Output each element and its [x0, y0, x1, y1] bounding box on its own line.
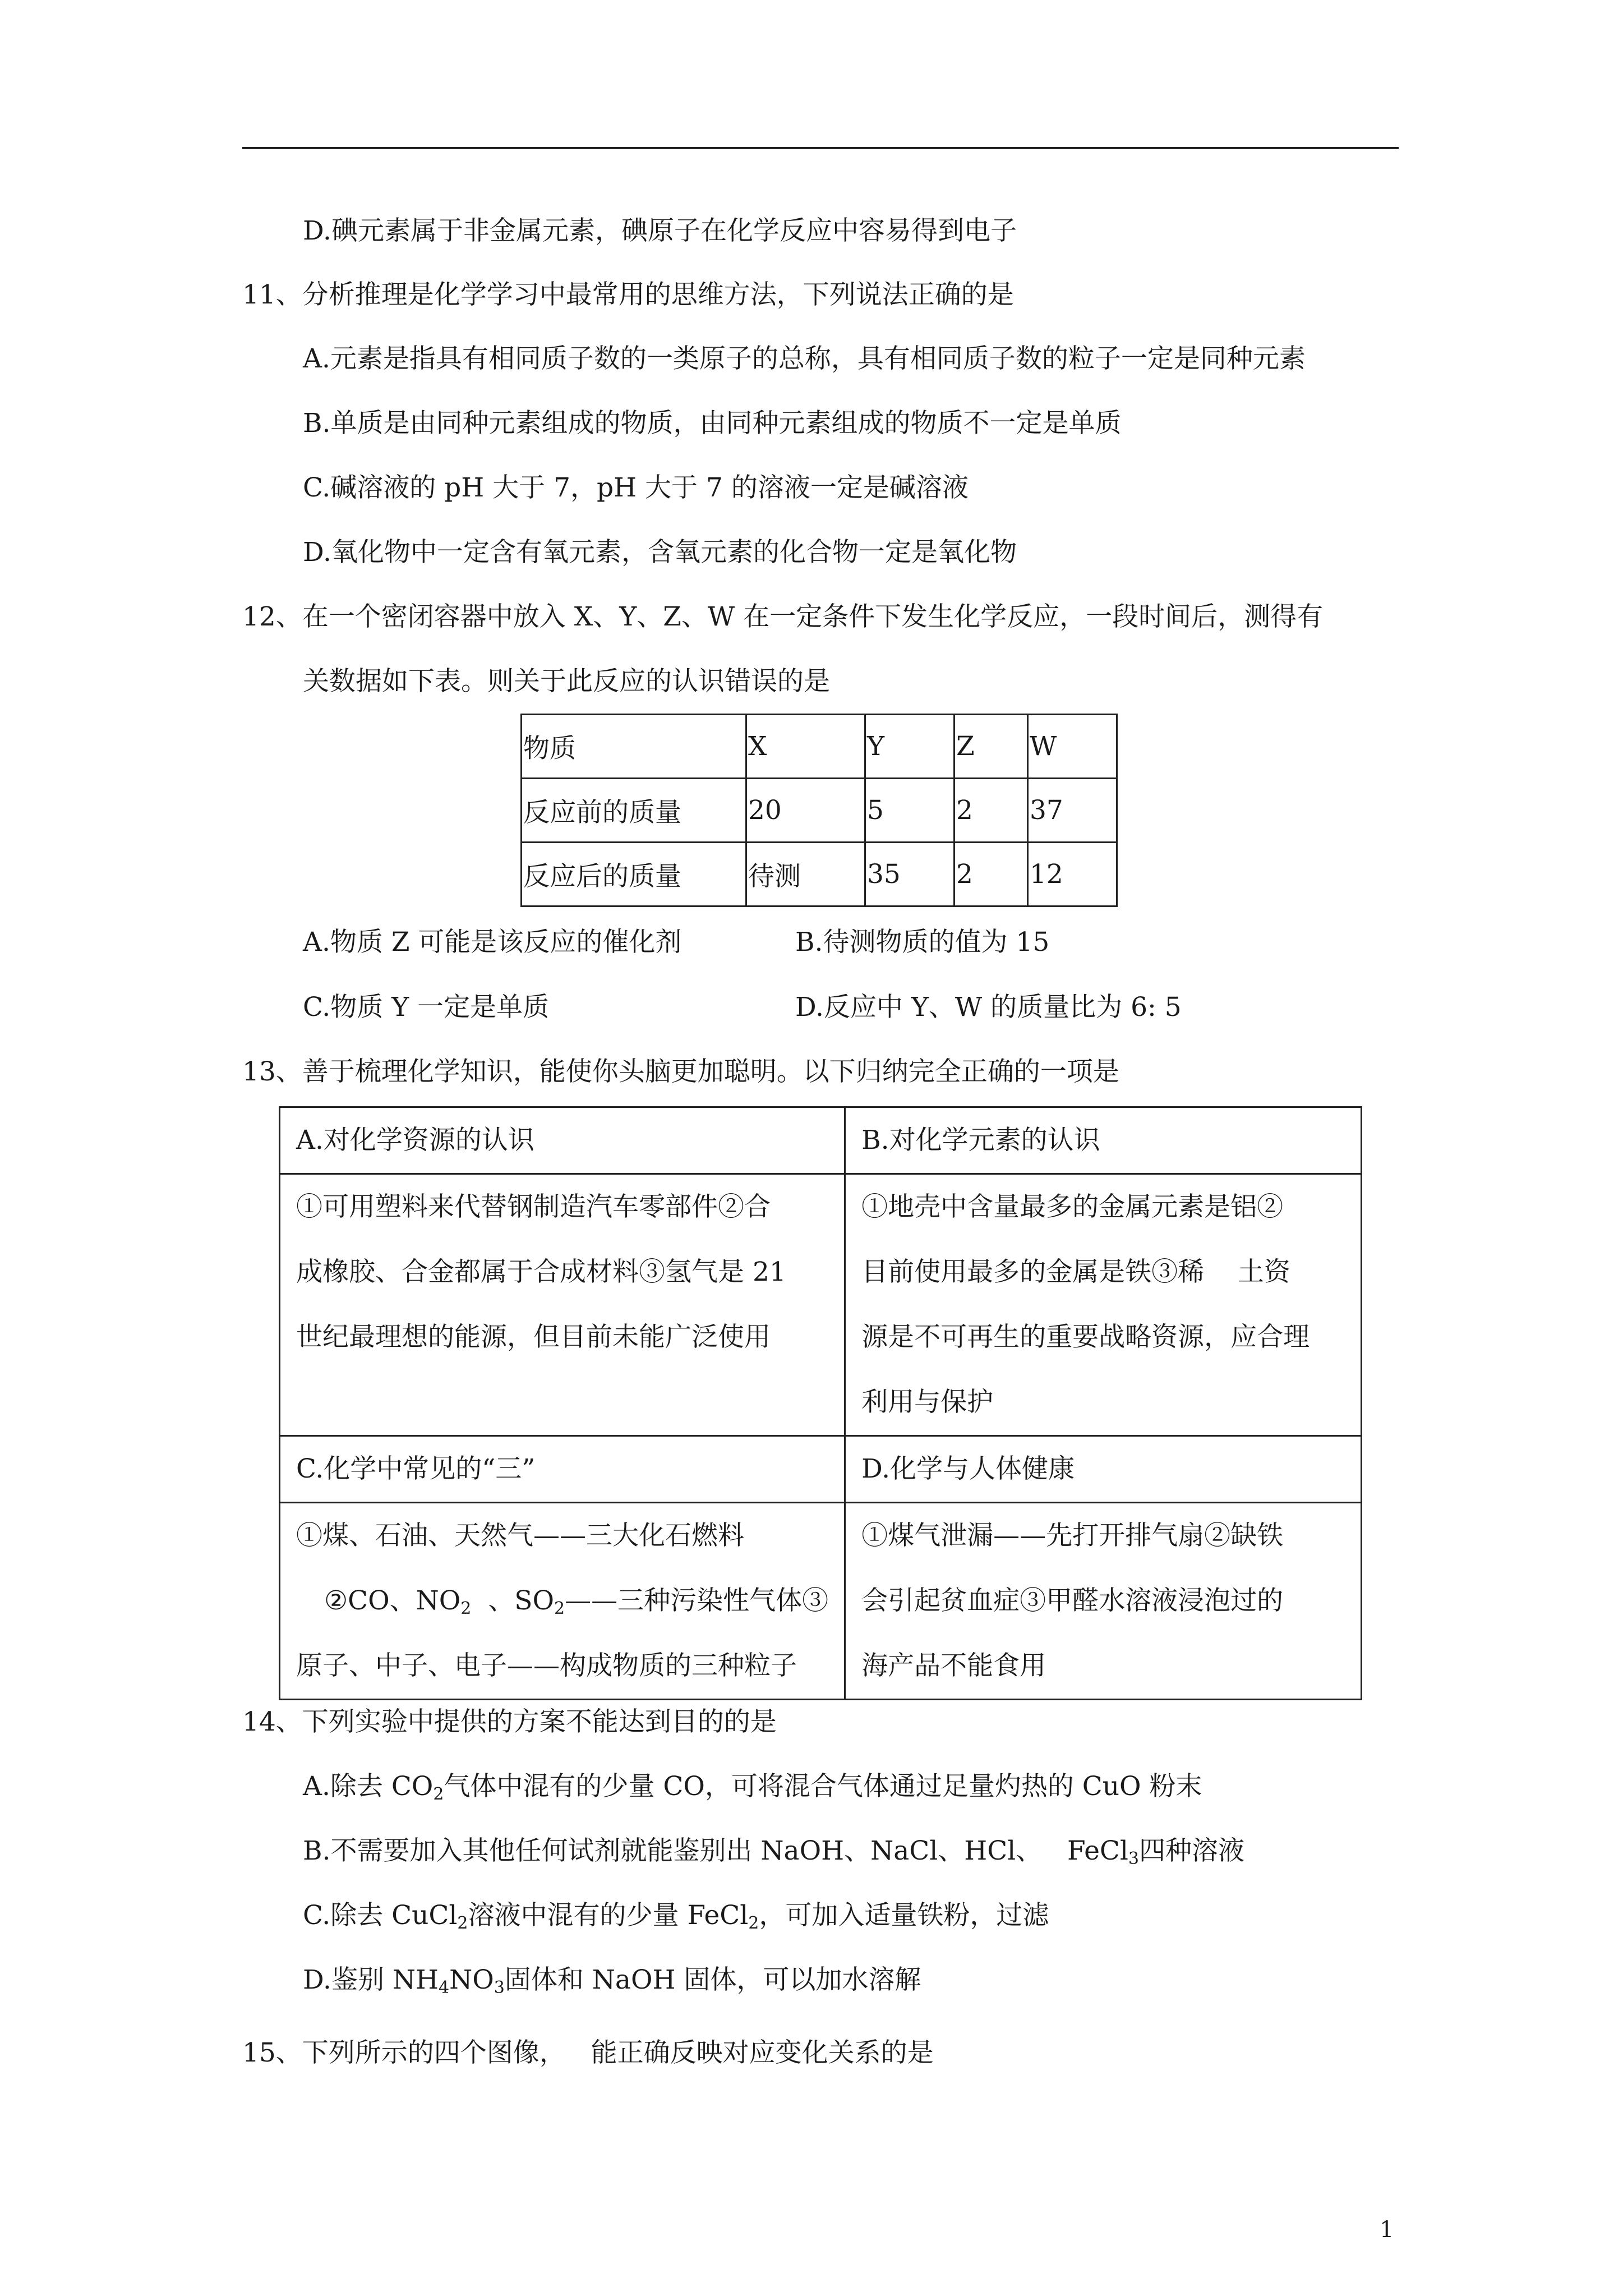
cell-line: 源是不可再生的重要战略资源，应合理	[861, 1322, 1310, 1352]
table-cell: 35	[865, 843, 955, 907]
text-run: A.除去 CO	[303, 1771, 434, 1802]
q10-option-d: D.碘元素属于非金属元素，碘原子在化学反应中容易得到电子	[303, 215, 1017, 246]
q11-option-a: A.元素是指具有相同质子数的一类原子的总称，具有相同质子数的粒子一定是同种元素	[303, 343, 1306, 374]
subscript: 2	[460, 1599, 472, 1618]
text-run: 溶液中混有的少量 FeCl	[468, 1900, 749, 1931]
q12-stem-line1: 12、在一个密闭容器中放入 X、Y、Z、W 在一定条件下发生化学反应，一段时间后，测得有	[242, 601, 1324, 632]
q12-option-d: D.反应中 Y、W 的质量比为 6: 5	[795, 992, 1182, 1023]
table-cell: X	[746, 715, 865, 779]
header-rule	[242, 147, 1399, 149]
q12-option-a: A.物质 Z 可能是该反应的催化剂	[303, 927, 682, 958]
q14-stem: 14、下列实验中提供的方案不能达到目的的是	[242, 1706, 777, 1737]
cell-line: 会引起贫血症③甲醛水溶液浸泡过的	[861, 1585, 1284, 1616]
subscript: 3	[494, 1978, 505, 1998]
table-cell: 20	[746, 779, 865, 843]
q13-stem: 13、善于梳理化学知识，能使你头脑更加聪明。以下归纳完全正确的一项是	[242, 1056, 1119, 1087]
cell-d-body	[845, 1503, 1362, 1700]
text-run: B.不需要加入其他任何试剂就能鉴别出 NaOH、NaCl、HCl、 FeCl	[303, 1835, 1128, 1866]
table-row	[522, 779, 1117, 843]
q12-option-c: C.物质 Y 一定是单质	[303, 992, 550, 1023]
cell-a-title: A.对化学资源的认识	[280, 1107, 845, 1174]
table-cell: 反应前的质量	[522, 779, 746, 843]
cell-line	[296, 1568, 828, 1634]
table-cell: 物质	[522, 715, 746, 779]
table-cell: 待测	[746, 843, 865, 907]
q11-option-c: C.碱溶液的 pH 大于 7，pH 大于 7 的溶液一定是碱溶液	[303, 472, 969, 503]
table-row	[280, 1503, 1362, 1700]
text-run: NO	[449, 1964, 494, 1995]
table-cell: W	[1028, 715, 1117, 779]
q14-option-c	[303, 1899, 1049, 1932]
q14-option-a	[303, 1770, 1202, 1803]
q11-option-b: B.单质是由同种元素组成的物质，由同种元素组成的物质不一定是单质	[303, 408, 1122, 439]
cell-line: 利用与保护	[861, 1387, 994, 1418]
text-run: 固体和 NaOH 固体，可以加水溶解	[504, 1964, 921, 1995]
table-row	[280, 1174, 1362, 1436]
table-cell: 2	[955, 843, 1028, 907]
subscript: 2	[433, 1784, 444, 1804]
table-row	[280, 1107, 1362, 1174]
table-cell: 37	[1028, 779, 1117, 843]
table-row	[280, 1436, 1362, 1503]
subscript: 2	[748, 1913, 759, 1933]
cell-c-title: C.化学中常见的“三”	[280, 1436, 845, 1503]
table-header-row	[522, 715, 1117, 779]
cell-b-body	[845, 1174, 1362, 1436]
page-number: 1	[1380, 2217, 1394, 2243]
q14-option-b	[303, 1834, 1244, 1868]
subscript: 2	[554, 1599, 565, 1618]
table-row	[522, 843, 1117, 907]
table-cell: Z	[955, 715, 1028, 779]
cell-line: 原子、中子、电子——构成物质的三种粒子	[296, 1650, 797, 1681]
cell-a-body	[280, 1174, 845, 1436]
text-run: 四种溶液	[1138, 1835, 1244, 1866]
table-cell: 反应后的质量	[522, 843, 746, 907]
table-cell: Y	[865, 715, 955, 779]
table-cell: 12	[1028, 843, 1117, 907]
q12-data-table	[520, 714, 1118, 907]
text-run: ——三种污染性气体③	[565, 1585, 829, 1616]
cell-b-title: B.对化学元素的认识	[845, 1107, 1362, 1174]
table-cell: 2	[955, 779, 1028, 843]
text-run: C.除去 CuCl	[303, 1900, 458, 1931]
q12-stem-line2: 关数据如下表。则关于此反应的认识错误的是	[303, 666, 830, 697]
q11-option-d: D.氧化物中一定含有氧元素，含氧元素的化合物一定是氧化物	[303, 537, 1017, 568]
q12-option-b: B.待测物质的值为 15	[795, 927, 1050, 958]
cell-line: ①煤气泄漏——先打开排气扇②缺铁	[861, 1520, 1284, 1551]
subscript: 2	[457, 1913, 468, 1933]
text-run: ②CO、NO	[324, 1585, 461, 1616]
q14-option-d	[303, 1963, 921, 1997]
text-run: ，可加入适量铁粉，过滤	[759, 1900, 1049, 1931]
cell-line: ①煤、石油、天然气——三大化石燃料	[296, 1520, 744, 1551]
cell-line: 海产品不能食用	[861, 1650, 1046, 1681]
text-run: 气体中混有的少量 CO，可将混合气体通过足量灼热的 CuO 粉末	[444, 1771, 1202, 1802]
cell-line: 成橡胶、合金都属于合成材料③氢气是 21	[296, 1257, 786, 1287]
cell-line: 目前使用最多的金属是铁③稀 土资	[861, 1257, 1290, 1287]
table-cell: 5	[865, 779, 955, 843]
cell-c-body	[280, 1503, 845, 1700]
cell-d-title: D.化学与人体健康	[845, 1436, 1362, 1503]
text-run: D.鉴别 NH	[303, 1964, 439, 1995]
subscript: 4	[439, 1978, 450, 1998]
text-run: 、SO	[471, 1585, 554, 1616]
q11-stem: 11、分析推理是化学学习中最常用的思维方法，下列说法正确的是	[242, 279, 1014, 310]
cell-line: ①地壳中含量最多的金属元素是铝②	[861, 1191, 1284, 1222]
cell-line: 世纪最理想的能源，但目前未能广泛使用	[296, 1322, 771, 1352]
q13-summary-table	[279, 1106, 1362, 1700]
subscript: 3	[1128, 1849, 1139, 1869]
q15-stem: 15、下列所示的四个图像， 能正确反映对应变化关系的是	[242, 2037, 934, 2068]
cell-line: ①可用塑料来代替钢制造汽车零部件②合	[296, 1191, 771, 1222]
